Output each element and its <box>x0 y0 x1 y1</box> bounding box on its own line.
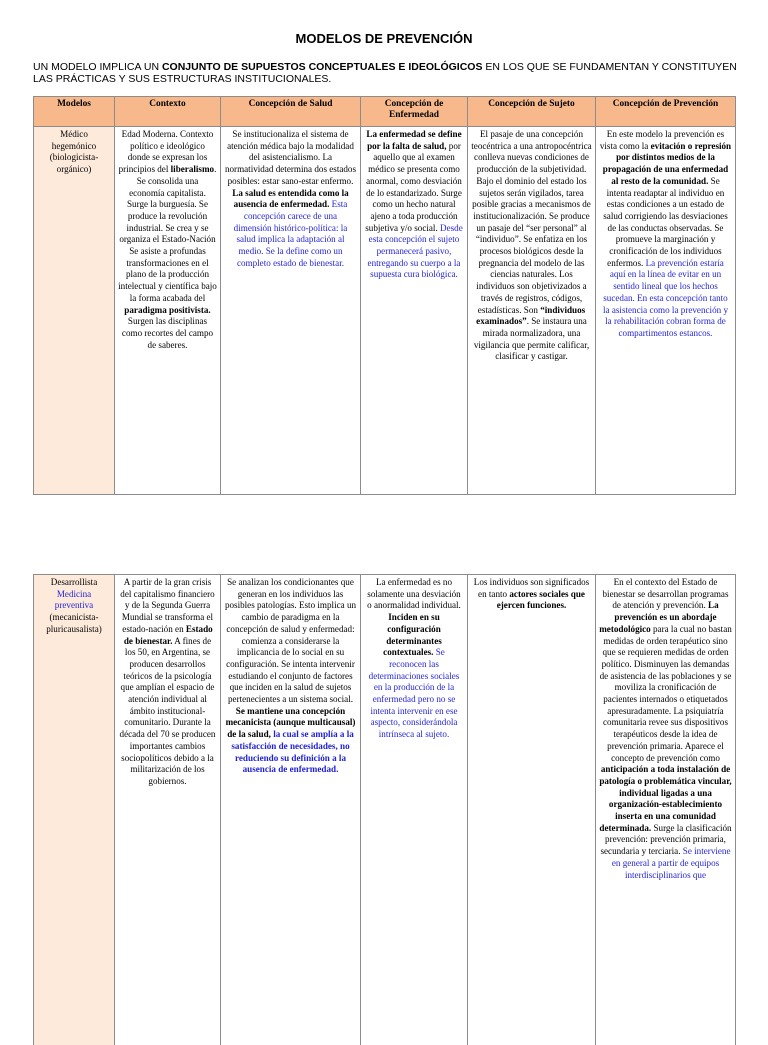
intro-text-start: UN MODELO IMPLICA UN <box>33 61 162 73</box>
cell-text-segment: Esta concepción carece de una dimensión histórico-política: la salud implica la adaptación al medio. <box>233 199 348 257</box>
cell-text-segment: liberalismo <box>170 164 215 175</box>
cell-text-segment: La prevención es un abordaje metodológico <box>599 600 719 634</box>
cell-text-segment: para la cual no bastan medidas de orden terapéutico sino que se requieren medidas de orden político. Disminuyen las demandas de asistencia de las poblaciones y se moviliza la cronificación de pacientes internados o etiquetados apresuradamente. La psiquiatría comunitaria revee sus dispositivos terapéuticos desde la idea de prevención primaria. Aparece el concepto de prevención como <box>599 623 732 763</box>
cell-enfermedad <box>361 127 468 495</box>
cell-text-segment: En este modelo la prevención es vista como la <box>599 129 725 151</box>
table-row <box>34 127 736 495</box>
cell-text-segment: La enfermedad se define por la falta de salud, <box>366 129 462 151</box>
cell-text-segment: El pasaje de una concepción teocéntrica a una antropocéntrica conlleva nuevas condiciones de producción de la subjetividad. Bajo el dominio del estado los sujetos serán vigilados, tarea posible gracias a mecanismos de institucionalización. Se produce un pasaje del “ser personal” al “individuo”. Se enfatiza en los procesos biológicos desde la pregnancia del modelo de las ciencias naturales. Los individuos son objetivizados a través de registros, códigos, estadísticas. Son <box>471 129 592 315</box>
header-modelos: Modelos <box>34 97 115 127</box>
cell-text-segment: anticipación a toda instalación de patología o problemática vincular, individual ligadas a una organización-establecimiento inserta en una comunidad determinada. <box>599 764 732 833</box>
header-salud: Concepción de Salud <box>221 97 361 127</box>
header-prevencion: Concepción de Prevención <box>596 97 736 127</box>
cell-text-segment: La prevención estaría aquí en la línea de evitar en un sentido lineal que los hechos sucedan. En esta concepción tanto la asistencia como la prevención y la rehabilitación cobran forma de compartimentos estancos. <box>603 257 728 338</box>
models-table-1 <box>33 96 736 495</box>
cell-text-segment: Surgen las disciplinas como recortes del campo de saberes. <box>121 316 214 350</box>
cell-text-segment: La salud es entendida como la ausencia de enfermedad. <box>232 187 349 210</box>
models-table-2 <box>33 574 736 1045</box>
cell-modelo: Médico hegemónico (biologicista-orgánico) <box>34 127 115 495</box>
header-sujeto: Concepción de Sujeto <box>468 97 596 127</box>
cell-text-segment: “individuos examinados” <box>476 304 586 327</box>
cell-enfermedad <box>361 575 468 1045</box>
cell-text-segment: Edad Moderna. Contexto político e ideológico donde se expresan los principios del <box>118 129 214 175</box>
intro-paragraph <box>33 61 745 85</box>
header-row <box>34 97 736 127</box>
cell-salud <box>221 127 361 495</box>
cell-sujeto <box>468 127 596 495</box>
table-row <box>34 575 736 1045</box>
cell-text-segment: Se la define como un completo estado de bienestar. <box>236 246 345 268</box>
cell-text-segment: Inciden en su configuración determinantes contextuales. <box>383 612 442 658</box>
header-contexto: Contexto <box>115 97 221 127</box>
intro-text-bold: CONJUNTO DE SUPUESTOS CONCEPTUALES E IDEOLÓGICOS <box>161 61 483 73</box>
cell-text-segment: evitación o represión por distintos medios de la propagación de una enfermedad al resto de la comunidad. <box>602 140 732 186</box>
cell-text-segment: . Se consolida una economía capitalista. Surge la burguesía. Se produce la revolución industrial. Se crea y se organiza el Estado-Nación Se asiste a profundas transformaciones en el plano de la producción intelectual y científica bajo la forma acabada del <box>118 164 217 303</box>
cell-text-segment: Desde esta concepción el sujeto permanecerá pasivo, entregando su cuerpo a la supuesta cura biológica. <box>367 222 463 280</box>
cell-text-segment: Desarrollista <box>50 577 98 587</box>
cell-sujeto <box>468 575 596 1045</box>
cell-text-segment: Se institucionaliza el sistema de atención médica bajo la modalidad del asistencialismo. La normatividad determina dos estados posibles: estar sano-estar enfermo. <box>224 129 357 186</box>
header-enfermedad: Concepción de Enfermedad <box>361 97 468 127</box>
cell-text-segment: Estado de bienestar. <box>123 623 213 646</box>
cell-text-segment: Se analizan los condicionantes que generan en los individuos las posibles patologías. Esto implica un cambio de paradigma en la concepción de salud y enfermedad: comienza a considerarse la implicancia de lo social en su configuración. Se intenta intervenir estudiando el conjunto de factores que inciden en la salud de sujetos pertenecientes a un sistema social. <box>224 577 357 705</box>
cell-prevencion <box>596 575 736 1045</box>
cell-text-segment: Se reconocen las determinaciones sociales en la producción de la enfermedad pero no se intenta intervenir en ese aspecto, considerándola intrínseca al sujeto. <box>368 647 460 740</box>
intro-text-end: EN LOS QUE SE FUNDAMENTAN Y CONSTITUYEN LAS PRÁCTICAS Y SUS ESTRUCTURAS INSTITUCIONALES. <box>33 61 737 85</box>
cell-text-segment: La enfermedad es no solamente una desviación o anormalidad individual. <box>367 577 461 611</box>
cell-text-segment: paradigma positivista. <box>124 304 211 315</box>
cell-salud <box>221 575 361 1045</box>
cell-text-segment: A partir de la gran crisis del capitalismo financiero y de la Segunda Guerra Mundial se transforma el estado-nación en <box>120 577 215 634</box>
cell-text-segment: En el contexto del Estado de bienestar se desarrollan programas de atención y prevención. <box>602 577 729 611</box>
cell-contexto <box>115 127 221 495</box>
cell-text-segment: por aquello que al examen médico se presenta como anormal, como desviación de lo estandarizado. Surge como un hecho natural ajeno a toda producción subjetiva y/o social. <box>365 140 462 233</box>
cell-modelo <box>34 575 115 1045</box>
cell-text-segment: Se interviene en general a partir de equipos interdisciplinarios que <box>611 846 731 880</box>
cell-text-segment: la cual se amplía a la satisfacción de necesidades, no reduciendo su definición a la ausencia de enfermedad. <box>231 729 354 775</box>
cell-text-segment: . Se instaura una mirada normalizadora, una vigilancia que permite calificar, clasificar y castigar. <box>473 316 590 362</box>
page-title: MODELOS DE PREVENCIÓN <box>295 31 473 46</box>
cell-prevencion <box>596 127 736 495</box>
cell-contexto <box>115 575 221 1045</box>
cell-text-segment: Surge la clasificación prevención: prevención primaria, secundaria y terciaria. <box>600 822 732 857</box>
cell-text-segment: actores sociales que ejercen funciones. <box>496 588 585 611</box>
cell-text-segment: Se intenta readaptar al individuo en estas condiciones a un estado de salud corrigiendo las desviaciones de las conductas observadas. Se promueve la marginación y cronificación de los individuos enfermos. <box>603 175 728 268</box>
cell-text-segment: Los individuos son significados en tanto <box>473 577 590 599</box>
cell-text-segment: A fines de los 50, en Argentina, se producen desarrollos teóricos de la psicología que amplían el espacio de atención individual al ámbito institucional-comunitario. Durante la década del 70 se producen importantes cambios sociopolíticos debido a la militarización de los gobiernos. <box>119 635 216 786</box>
cell-text-segment: (mecanicista-pluricausalista) <box>46 612 102 634</box>
cell-text-segment: Medicina preventiva <box>54 588 94 611</box>
cell-text-segment: Se mantiene una concepción mecanicista (aunque multicausal) de la salud, <box>225 705 356 740</box>
